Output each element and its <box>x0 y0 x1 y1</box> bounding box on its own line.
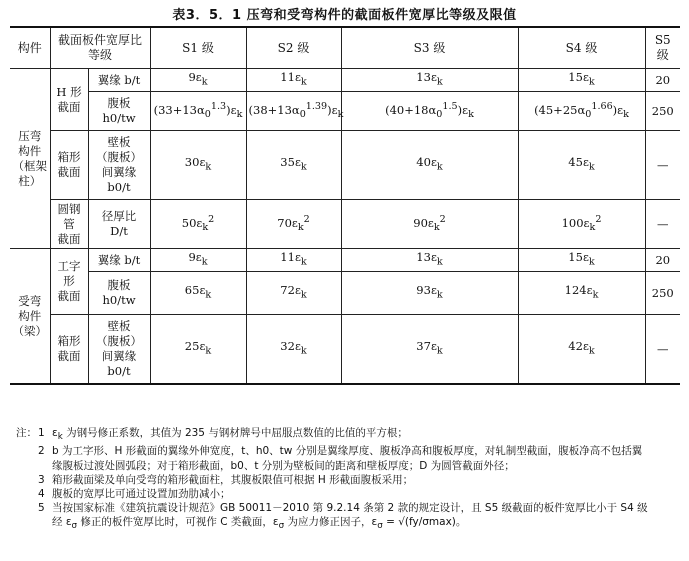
member-type-cell-line: （梁） <box>12 323 47 338</box>
plate-parameter-cell-line: 壁板 <box>107 135 131 149</box>
limit-value-s3: $37\varepsilon_k$ <box>341 315 518 385</box>
plate-parameter-cell <box>88 249 150 272</box>
section-type-cell-line: 圆钢管 <box>57 201 81 231</box>
limit-value-s4: $(45+25\alpha_0^{1.66})\varepsilon_k$ <box>518 92 645 131</box>
plate-parameter-cell <box>88 131 150 200</box>
section-type-cell <box>50 69 88 131</box>
plate-parameter-cell-line: 腹板 <box>107 278 131 292</box>
note-line <box>16 473 681 487</box>
member-type-cell <box>10 249 50 385</box>
table-row <box>10 92 680 131</box>
note-line <box>16 501 681 515</box>
member-type-cell-line: （框架 <box>12 158 47 173</box>
header-grade-line: 等级 <box>88 48 113 62</box>
member-type-cell-line: 受弯 <box>18 293 42 308</box>
section-type-cell-line: 截面 <box>57 99 81 114</box>
limit-value-s3: $13\varepsilon_k$ <box>341 69 518 92</box>
plate-parameter-cell-line: 翼缘 b/t <box>97 72 141 87</box>
limit-value-s5: — <box>645 200 680 249</box>
limit-value-s2: $(38+13\alpha_0^{1.39})\varepsilon_k$ <box>246 92 341 131</box>
table-notes <box>16 426 681 534</box>
header-grade-s4: S4 级 <box>518 27 645 69</box>
limit-value-s5: — <box>645 315 680 385</box>
note-line <box>16 459 681 473</box>
section-type-cell-line: 箱形 <box>57 150 81 164</box>
limit-value-s3: $40\varepsilon_k$ <box>341 131 518 200</box>
limit-value-s3: $(40+18\alpha_0^{1.5})\varepsilon_k$ <box>341 92 518 131</box>
plate-parameter-cell <box>88 200 150 249</box>
limit-value-s4: $100\varepsilon_k^2$ <box>518 200 645 249</box>
note-number: 1 <box>38 427 45 439</box>
member-type-cell-line: 柱） <box>18 173 42 188</box>
limit-value-s5: 250 <box>645 92 680 131</box>
plate-parameter-cell-line: 腹板 <box>107 96 131 110</box>
plate-parameter-cell-line: h0/tw <box>102 111 136 125</box>
section-type-cell-line: 截面 <box>57 289 81 303</box>
plate-parameter-cell-line: 翼缘 b/t <box>97 252 141 267</box>
table-row <box>10 249 680 272</box>
note-text: 缘腹板过渡处圆弧段；对于箱形截面，b0、t 分别为壁板间的距离和壁板厚度；D 为圆管截面外径； <box>52 459 515 472</box>
header-grade-s3: S3 级 <box>341 27 518 69</box>
section-type-cell-line: 截面 <box>57 165 81 179</box>
header-grade-s5: S5 级 <box>645 27 680 69</box>
plate-parameter-cell <box>88 92 150 131</box>
note-text: $\varepsilon_k$ 为钢号修正系数，其值为 235 与钢材牌号中屈服点数值的比值的平方根； <box>52 427 408 443</box>
note-text: 当按国家标准《建筑抗震设计规范》GB 50011－2010 第 9.2.14 条第 2 款的规定设计，且 S5 级截面的板件宽厚比小于 S4 级 <box>52 502 648 515</box>
limit-value-s1: $25\varepsilon_k$ <box>150 315 246 385</box>
note-text: 经 $\varepsilon_\sigma$ 修正的板件宽厚比时，可视作 C 类截面，$\varepsilon_\sigma$ 为应力修正因子，$\varepsilon_\sigma = √(fy/\sigma\max)$。 <box>52 516 467 532</box>
plate-parameter-cell <box>88 315 150 385</box>
plate-parameter-cell <box>88 69 150 92</box>
table-row <box>10 69 680 92</box>
limit-value-s2: $11\varepsilon_k$ <box>246 249 341 272</box>
note-number: 3 <box>38 473 45 486</box>
limit-value-s3: $90\varepsilon_k^2$ <box>341 200 518 249</box>
limit-value-s5: — <box>645 131 680 200</box>
section-type-cell-line: H 形 <box>56 84 82 99</box>
notes-lead: 注： <box>16 427 37 439</box>
note-text: 箱形截面梁及单向受弯的箱形截面柱，其腹板限值可根据 H 形截面腹板采用； <box>52 473 414 486</box>
member-type-cell-line: 压弯 <box>18 128 42 143</box>
plate-parameter-cell-line: 径厚比 <box>101 209 137 223</box>
section-type-cell-line: 截面 <box>57 231 81 246</box>
table-row <box>10 131 680 200</box>
note-line <box>16 444 681 458</box>
note-line <box>16 487 681 501</box>
header-grade-s2: S2 级 <box>246 27 341 69</box>
header-ratio-grade <box>50 27 150 69</box>
note-line <box>16 515 681 533</box>
header-row <box>10 27 680 69</box>
section-type-cell <box>50 200 88 249</box>
limit-value-s1: $9\varepsilon_k$ <box>150 69 246 92</box>
limit-value-s2: $11\varepsilon_k$ <box>246 69 341 92</box>
limit-value-s2: $32\varepsilon_k$ <box>246 315 341 385</box>
limit-value-s4: $15\varepsilon_k$ <box>518 249 645 272</box>
plate-parameter-cell-line: （腹板） <box>96 150 142 164</box>
limit-value-s4: $42\varepsilon_k$ <box>518 315 645 385</box>
section-type-cell-line: 箱形 <box>57 334 81 348</box>
limit-value-s1: $30\varepsilon_k$ <box>150 131 246 200</box>
note-number: 5 <box>38 502 45 515</box>
limit-value-s3: $93\varepsilon_k$ <box>341 272 518 315</box>
plate-parameter-cell <box>88 272 150 315</box>
plate-parameter-cell-line: b0/t <box>107 364 131 378</box>
section-type-cell <box>50 131 88 200</box>
table-row <box>10 200 680 249</box>
plate-parameter-cell-line: b0/t <box>107 180 131 194</box>
limit-value-s4: $124\varepsilon_k$ <box>518 272 645 315</box>
section-type-cell-line: 工字形 <box>57 259 81 288</box>
limit-value-s1: $50\varepsilon_k^2$ <box>150 200 246 249</box>
section-type-cell-line: 截面 <box>57 349 81 363</box>
limit-value-s1: $(33+13\alpha_0^{1.3})\varepsilon_k$ <box>150 92 246 131</box>
section-type-cell <box>50 249 88 315</box>
note-line <box>16 426 681 444</box>
limit-value-s3: $13\varepsilon_k$ <box>341 249 518 272</box>
plate-parameter-cell-line: （腹板） <box>96 334 142 348</box>
note-number: 4 <box>38 487 45 500</box>
limit-value-s2: $72\varepsilon_k$ <box>246 272 341 315</box>
limit-value-s2: $35\varepsilon_k$ <box>246 131 341 200</box>
table-row <box>10 315 680 385</box>
limit-value-s2: $70\varepsilon_k^2$ <box>246 200 341 249</box>
limit-value-s4: $45\varepsilon_k$ <box>518 131 645 200</box>
plate-parameter-cell-line: h0/tw <box>102 293 136 307</box>
note-text: 腹板的宽厚比可通过设置加劲肋减小； <box>52 487 231 500</box>
limit-value-s5: 20 <box>645 69 680 92</box>
member-type-cell <box>10 69 50 249</box>
table-title: 表3．5．1 压弯和受弯构件的截面板件宽厚比等级及限值 <box>172 8 517 23</box>
limit-value-s1: $9\varepsilon_k$ <box>150 249 246 272</box>
limit-value-s1: $65\varepsilon_k$ <box>150 272 246 315</box>
plate-parameter-cell-line: 壁板 <box>107 319 131 333</box>
limit-value-s4: $15\varepsilon_k$ <box>518 69 645 92</box>
header-grade-s1: S1 级 <box>150 27 246 69</box>
table-row <box>10 272 680 315</box>
note-text: b 为工字形、H 形截面的翼缘外伸宽度，t、h0、tw 分别是翼缘厚度、腹板净高和腹板厚度，对轧制型截面，腹板净高不包括翼 <box>52 445 643 458</box>
table-body <box>10 69 680 385</box>
plate-parameter-cell-line: D/t <box>110 224 128 238</box>
section-type-cell <box>50 315 88 385</box>
note-number: 2 <box>38 445 45 458</box>
header-member: 构件 <box>10 27 50 69</box>
member-type-cell-line: 构件 <box>18 308 42 323</box>
header-ratio-line: 截面板件宽厚比 <box>58 33 143 47</box>
plate-parameter-cell-line: 间翼缘 <box>101 349 137 363</box>
width-thickness-ratio-table <box>10 26 680 385</box>
plate-parameter-cell-line: 间翼缘 <box>101 165 137 179</box>
limit-value-s5: 20 <box>645 249 680 272</box>
member-type-cell-line: 构件 <box>18 143 42 158</box>
limit-value-s5: 250 <box>645 272 680 315</box>
